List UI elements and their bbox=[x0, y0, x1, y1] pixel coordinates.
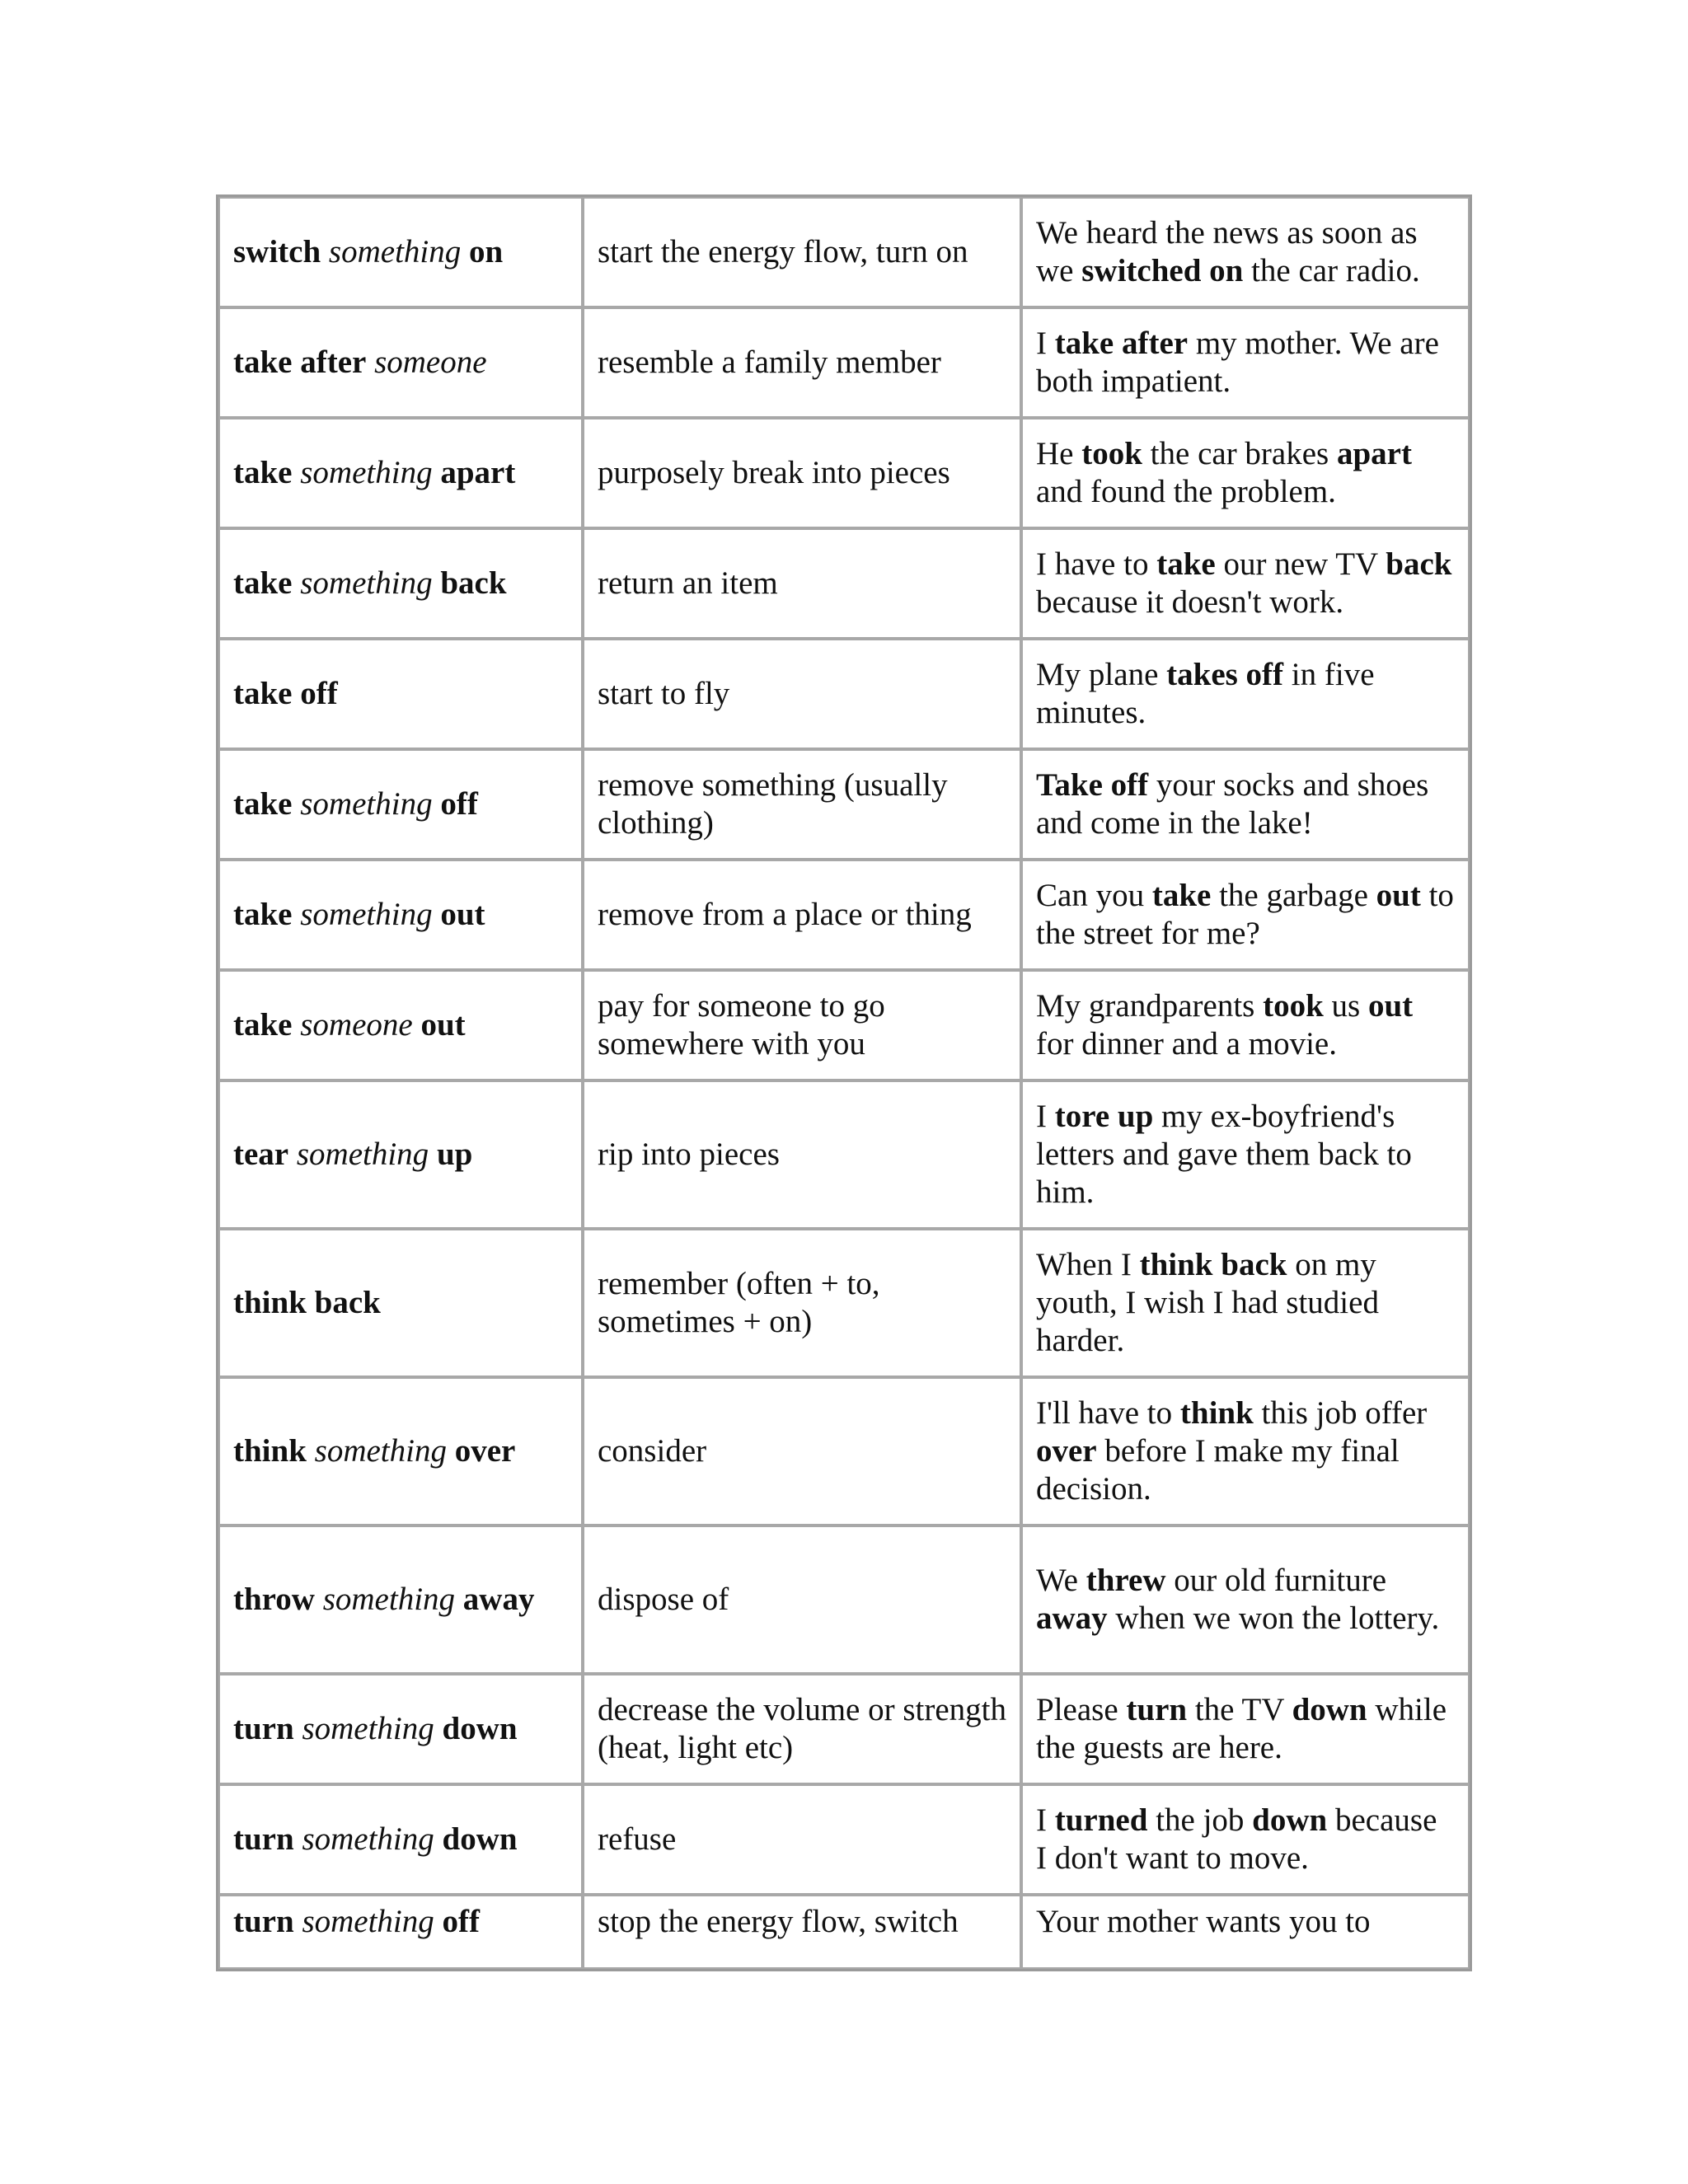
italic-text: something bbox=[302, 1821, 434, 1857]
phrasal-verb-cell bbox=[218, 749, 583, 860]
example-cell bbox=[1021, 1526, 1470, 1674]
bold-text: off bbox=[442, 1904, 480, 1939]
text-run bbox=[433, 455, 441, 490]
text-run: my mother. We are both impatient. bbox=[1036, 326, 1439, 399]
bold-text: took bbox=[1263, 988, 1324, 1024]
text-run bbox=[294, 1711, 302, 1746]
text-run: my ex-boyfriend's letters and gave them back to him. bbox=[1036, 1099, 1412, 1210]
bold-text: over bbox=[1036, 1433, 1097, 1469]
text-run: on my youth, I wish I had studied harder. bbox=[1036, 1247, 1379, 1358]
text-run: I have to bbox=[1036, 546, 1157, 582]
text-run: He bbox=[1036, 436, 1082, 471]
bold-text: over bbox=[454, 1433, 516, 1469]
bold-text: threw bbox=[1085, 1563, 1166, 1598]
meaning-cell: purposely break into pieces bbox=[583, 418, 1021, 528]
text-run: because I don't want to move. bbox=[1036, 1802, 1437, 1876]
text-run bbox=[434, 1711, 443, 1746]
text-run bbox=[293, 786, 301, 822]
text-run: our new TV bbox=[1215, 546, 1386, 582]
italic-text: something bbox=[302, 1711, 434, 1746]
italic-text: something bbox=[328, 234, 462, 269]
bold-text: up bbox=[436, 1137, 473, 1172]
text-run bbox=[434, 1904, 443, 1939]
bold-text: apart bbox=[440, 455, 516, 490]
bold-text: take bbox=[1151, 878, 1212, 913]
text-run: in five minutes. bbox=[1036, 657, 1375, 730]
bold-text: out bbox=[420, 1007, 466, 1043]
phrasal-verb-cell bbox=[218, 307, 583, 418]
text-run: before I make my final decision. bbox=[1036, 1433, 1400, 1507]
text-run bbox=[294, 1821, 302, 1857]
table-row bbox=[218, 1377, 1470, 1526]
text-run: and found the problem. bbox=[1036, 474, 1336, 509]
bold-text: took bbox=[1081, 436, 1142, 471]
phrasal-verb-cell bbox=[218, 639, 583, 749]
text-run: I bbox=[1036, 1099, 1055, 1134]
text-run bbox=[321, 234, 329, 269]
bold-text: Take off bbox=[1036, 767, 1149, 803]
phrasal-verb-cell bbox=[218, 197, 583, 307]
text-run bbox=[293, 565, 301, 601]
bold-text: take bbox=[233, 897, 293, 932]
example-cell bbox=[1021, 749, 1470, 860]
text-run bbox=[433, 897, 441, 932]
text-run bbox=[293, 897, 301, 932]
example-cell bbox=[1021, 418, 1470, 528]
text-run: the car brakes bbox=[1142, 436, 1337, 471]
table-row bbox=[218, 749, 1470, 860]
text-run: I bbox=[1036, 326, 1055, 361]
example-cell bbox=[1021, 639, 1470, 749]
bold-text: turn bbox=[233, 1711, 294, 1746]
bold-text: take bbox=[1156, 546, 1216, 582]
italic-text: someone bbox=[300, 1007, 413, 1043]
bold-text: on bbox=[469, 234, 504, 269]
example-cell bbox=[1021, 1229, 1470, 1377]
bold-text: out bbox=[1367, 988, 1414, 1024]
bold-text: think bbox=[1179, 1395, 1254, 1431]
text-run bbox=[447, 1433, 455, 1469]
text-run: us bbox=[1323, 988, 1368, 1024]
text-run: this job offer bbox=[1253, 1395, 1428, 1431]
table-row bbox=[218, 197, 1470, 307]
italic-text: something bbox=[296, 1137, 429, 1172]
bold-text: down bbox=[442, 1711, 518, 1746]
text-run bbox=[366, 344, 374, 380]
bold-text: out bbox=[1376, 878, 1421, 913]
bold-text: think bbox=[233, 1433, 307, 1469]
text-run: I bbox=[1036, 1802, 1055, 1838]
bold-text: down bbox=[442, 1821, 518, 1857]
table-row bbox=[218, 418, 1470, 528]
italic-text: something bbox=[300, 455, 433, 490]
example-cell bbox=[1021, 1784, 1470, 1895]
text-run: because it doesn't work. bbox=[1036, 584, 1344, 620]
bold-text: take bbox=[233, 455, 293, 490]
bold-text: down bbox=[1292, 1692, 1367, 1727]
bold-text: back bbox=[440, 565, 507, 601]
bold-text: down bbox=[1252, 1802, 1328, 1838]
text-run bbox=[293, 455, 301, 490]
meaning-cell: stop the energy flow, switch bbox=[583, 1895, 1021, 1969]
text-run bbox=[434, 1821, 443, 1857]
italic-text: something bbox=[302, 1904, 434, 1939]
bold-text: tore up bbox=[1054, 1099, 1154, 1134]
phrasal-verb-cell bbox=[218, 860, 583, 970]
example-cell bbox=[1021, 528, 1470, 639]
meaning-cell: start the energy flow, turn on bbox=[583, 197, 1021, 307]
example-cell bbox=[1021, 307, 1470, 418]
text-run: We bbox=[1036, 1563, 1086, 1598]
text-run bbox=[294, 1904, 302, 1939]
meaning-cell: dispose of bbox=[583, 1526, 1021, 1674]
meaning-cell: rip into pieces bbox=[583, 1080, 1021, 1229]
bold-text: switched on bbox=[1081, 253, 1244, 288]
bold-text: off bbox=[440, 786, 478, 822]
italic-text: someone bbox=[374, 344, 487, 380]
table-row bbox=[218, 970, 1470, 1080]
bold-text: think back bbox=[233, 1285, 381, 1320]
meaning-cell: pay for someone to go somewhere with you bbox=[583, 970, 1021, 1080]
text-run: to the street for me? bbox=[1036, 878, 1454, 951]
bold-text: take bbox=[233, 786, 293, 822]
text-run: your socks and shoes and come in the lake! bbox=[1036, 767, 1429, 841]
bold-text: takes off bbox=[1166, 657, 1284, 692]
text-run bbox=[413, 1007, 421, 1043]
text-run: Can you bbox=[1036, 878, 1152, 913]
italic-text: something bbox=[300, 786, 433, 822]
bold-text: take bbox=[233, 565, 293, 601]
text-run: the car radio. bbox=[1243, 253, 1420, 288]
bold-text: turned bbox=[1054, 1802, 1148, 1838]
table-row bbox=[218, 1526, 1470, 1674]
italic-text: something bbox=[300, 565, 433, 601]
bold-text: back bbox=[1386, 546, 1452, 582]
example-cell bbox=[1021, 1674, 1470, 1784]
meaning-cell: remember (often + to, sometimes + on) bbox=[583, 1229, 1021, 1377]
bold-text: turn bbox=[233, 1821, 294, 1857]
text-run bbox=[429, 1137, 437, 1172]
example-cell bbox=[1021, 1895, 1470, 1969]
table-row bbox=[218, 860, 1470, 970]
bold-text: away bbox=[1036, 1601, 1108, 1636]
bold-text: out bbox=[440, 897, 485, 932]
meaning-cell: start to fly bbox=[583, 639, 1021, 749]
text-run: while the guests are here. bbox=[1036, 1692, 1447, 1765]
example-cell bbox=[1021, 1377, 1470, 1526]
text-run: when we won the lottery. bbox=[1107, 1601, 1440, 1636]
text-run: Please bbox=[1036, 1692, 1127, 1727]
text-run bbox=[307, 1433, 315, 1469]
bold-text: take after bbox=[233, 344, 367, 380]
text-run bbox=[433, 786, 441, 822]
phrasal-verb-cell bbox=[218, 1526, 583, 1674]
text-run: the job bbox=[1147, 1802, 1253, 1838]
phrasal-verb-cell bbox=[218, 970, 583, 1080]
text-run: the garbage bbox=[1211, 878, 1376, 913]
phrasal-verb-cell bbox=[218, 1229, 583, 1377]
phrasal-verb-cell bbox=[218, 1895, 583, 1969]
example-cell bbox=[1021, 860, 1470, 970]
text-run: We heard the news as soon as we bbox=[1036, 215, 1418, 288]
example-cell bbox=[1021, 1080, 1470, 1229]
bold-text: take after bbox=[1054, 326, 1189, 361]
table-row bbox=[218, 1229, 1470, 1377]
phrasal-verb-cell bbox=[218, 1784, 583, 1895]
table-row bbox=[218, 639, 1470, 749]
meaning-cell: consider bbox=[583, 1377, 1021, 1526]
phrasal-verb-cell bbox=[218, 528, 583, 639]
italic-text: something bbox=[314, 1433, 447, 1469]
table-body bbox=[218, 197, 1470, 1969]
bold-text: apart bbox=[1336, 436, 1412, 471]
bold-text: turn bbox=[1126, 1692, 1188, 1727]
bold-text: away bbox=[462, 1582, 535, 1617]
bold-text: turn bbox=[233, 1904, 294, 1939]
text-run: Your mother wants you to bbox=[1036, 1904, 1371, 1939]
table-row bbox=[218, 1895, 1470, 1969]
table-row bbox=[218, 528, 1470, 639]
text-run: My grandparents bbox=[1036, 988, 1264, 1024]
meaning-cell: resemble a family member bbox=[583, 307, 1021, 418]
phrasal-verb-cell bbox=[218, 1377, 583, 1526]
text-run bbox=[293, 1007, 301, 1043]
text-run bbox=[433, 565, 441, 601]
bold-text: take bbox=[233, 1007, 293, 1043]
example-cell bbox=[1021, 197, 1470, 307]
meaning-cell: remove something (usually clothing) bbox=[583, 749, 1021, 860]
text-run bbox=[461, 234, 469, 269]
phrasal-verb-cell bbox=[218, 418, 583, 528]
meaning-cell: decrease the volume or strength (heat, light etc) bbox=[583, 1674, 1021, 1784]
text-run: for dinner and a movie. bbox=[1036, 1026, 1337, 1062]
phrasal-verb-cell bbox=[218, 1080, 583, 1229]
table-row bbox=[218, 1784, 1470, 1895]
meaning-cell: return an item bbox=[583, 528, 1021, 639]
bold-text: take off bbox=[233, 676, 338, 711]
bold-text: tear bbox=[233, 1137, 289, 1172]
italic-text: something bbox=[322, 1582, 456, 1617]
bold-text: switch bbox=[233, 234, 321, 269]
italic-text: something bbox=[300, 897, 433, 932]
text-run: My plane bbox=[1036, 657, 1167, 692]
text-run: I'll have to bbox=[1036, 1395, 1180, 1431]
text-run bbox=[455, 1582, 463, 1617]
bold-text: throw bbox=[233, 1582, 315, 1617]
example-cell bbox=[1021, 970, 1470, 1080]
text-run: When I bbox=[1036, 1247, 1140, 1282]
table-row bbox=[218, 1080, 1470, 1229]
table-row bbox=[218, 1674, 1470, 1784]
phrasal-verbs-table bbox=[216, 194, 1472, 1971]
text-run bbox=[288, 1137, 297, 1172]
bold-text: think back bbox=[1139, 1247, 1287, 1282]
phrasal-verb-cell bbox=[218, 1674, 583, 1784]
meaning-cell: remove from a place or thing bbox=[583, 860, 1021, 970]
text-run: our old furniture bbox=[1165, 1563, 1387, 1598]
table-row bbox=[218, 307, 1470, 418]
text-run bbox=[315, 1582, 323, 1617]
text-run: the TV bbox=[1187, 1692, 1292, 1727]
meaning-cell: refuse bbox=[583, 1784, 1021, 1895]
